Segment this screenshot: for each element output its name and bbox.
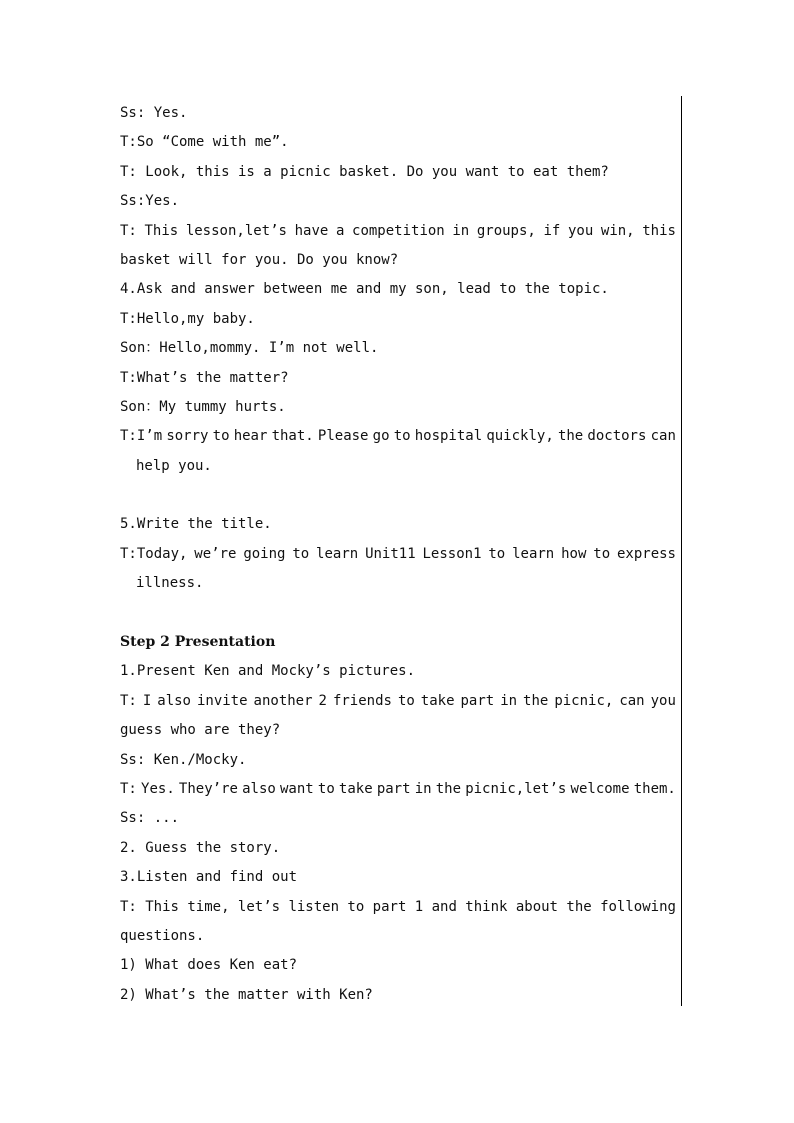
text-line: basket will for you. Do you know? [120, 251, 399, 268]
text-line: Step 2 Presentation [120, 634, 276, 651]
text-line: 1.Present Ken and Mocky’s pictures. [120, 663, 416, 680]
text-line: T:What’s the matter? [120, 369, 289, 386]
text-line: Ss: ... [120, 810, 180, 827]
text-line: T:Hello,my baby. [120, 310, 255, 327]
text-line: help you. [136, 457, 212, 474]
text-line: T:I’m sorry to hear that. Please go to hospital quickly, the doctors can [120, 428, 676, 445]
table-border-right [681, 96, 682, 1006]
text-line: 1) What does Ken eat? [120, 957, 298, 974]
text-line: Son：Hello,mommy. I’m not well. [120, 340, 379, 357]
text-line: 2. Guess the story. [120, 839, 281, 856]
text-line: Ss: Ken./Mocky. [120, 751, 247, 768]
text-line: T: I also invite another 2 friends to take part in the picnic, can you [120, 692, 676, 709]
text-line: 4.Ask and answer between me and my son, lead to the topic. [120, 281, 609, 298]
text-line: questions. [120, 927, 205, 944]
text-line: T: Look, this is a picnic basket. Do you want to eat them? [120, 163, 609, 180]
lesson-plan-text [120, 99, 676, 1010]
text-line: 2) What’s the matter with Ken? [120, 986, 373, 1003]
text-line: T: This lesson,let’s have a competition in groups, if you win, this [120, 222, 676, 239]
text-line: Ss: Yes. [120, 105, 188, 121]
blank-line [120, 599, 676, 628]
text-line: Ss:Yes. [120, 193, 180, 210]
text-line: 3.Listen and find out [120, 869, 298, 886]
text-line: Son：My tummy hurts. [120, 398, 286, 415]
text-line: T:Today, we’re going to learn Unit11 Lesson1 to learn how to express [120, 545, 676, 562]
text-line: T:So “Come with me”. [120, 134, 289, 151]
blank-line [120, 481, 676, 510]
text-line: T: Yes. They’re also want to take part in the picnic,let’s welcome them. [120, 780, 676, 797]
text-line: 5.Write the title. [120, 516, 272, 533]
text-line: guess who are they? [120, 722, 281, 739]
text-line: T: This time, let’s listen to part 1 and think about the following [120, 898, 676, 915]
text-line: illness. [136, 575, 204, 592]
